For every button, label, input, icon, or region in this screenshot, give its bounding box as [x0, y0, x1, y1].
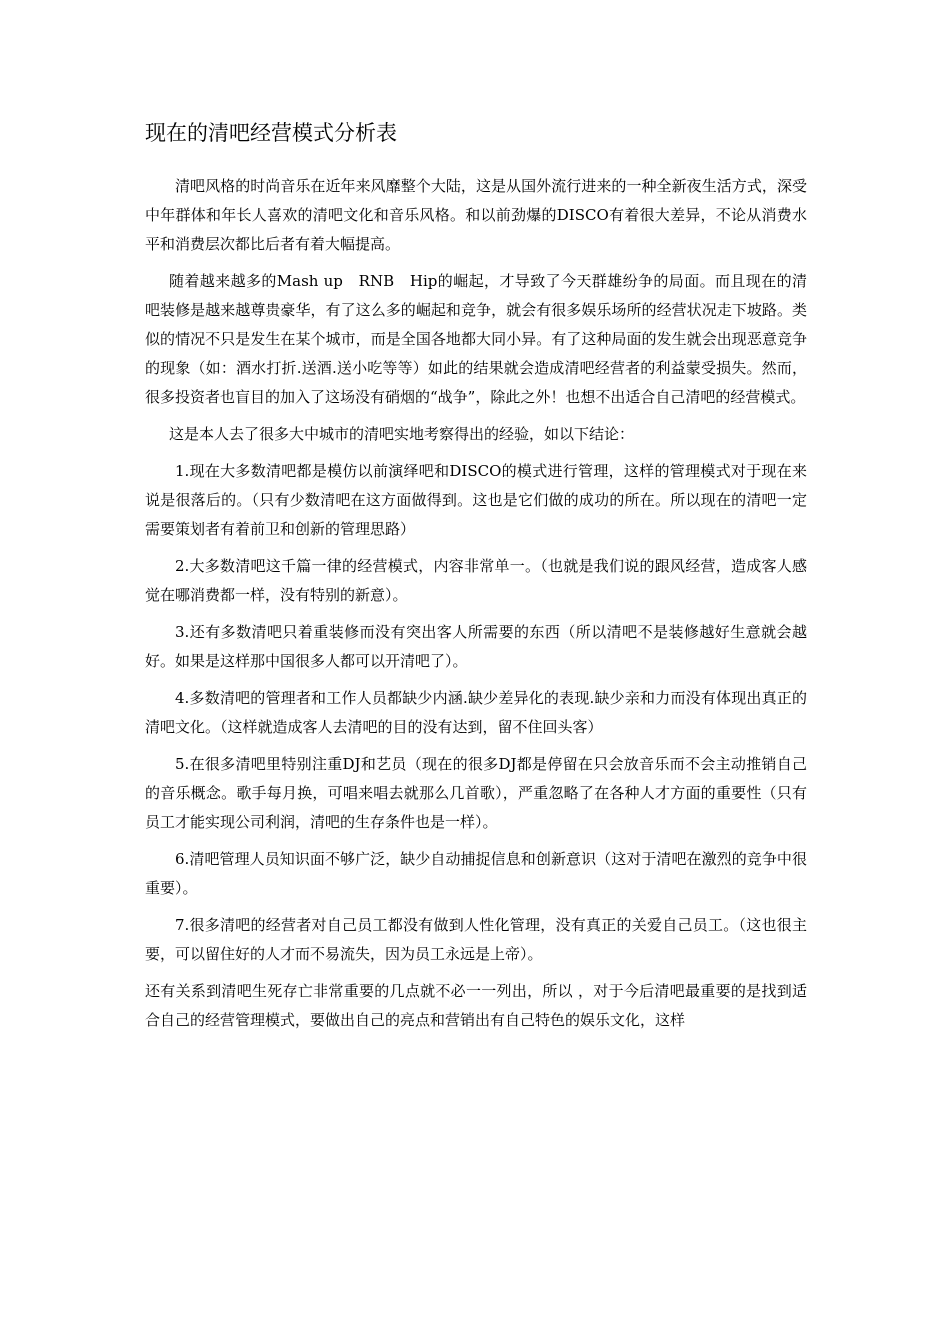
list-item-6: 6.清吧管理人员知识面不够广泛，缺少自动捕捉信息和创新意识（这对于清吧在激烈的竞争中很重要）。: [145, 850, 807, 897]
paragraph-conclusion-lead: 这是本人去了很多大中城市的清吧实地考察得出的经验，如以下结论：: [169, 425, 635, 443]
list-item-1: 1.现在大多数清吧都是模仿以前演绎吧和DISCO的模式进行管理，这样的管理模式对于现在来说是很落后的。（只有少数清吧在这方面做得到。这也是它们做的成功的所在。所以现在的清吧一定需要策划者有着前卫和创新的管理思路）: [145, 462, 807, 538]
list-item-7: 7.很多清吧的经营者对自己员工都没有做到人性化管理，没有真正的关爱自己员工。（这也很主要，可以留住好的人才而不易流失，因为员工永远是上帝）。: [145, 916, 807, 963]
paragraph-closing: 还有关系到清吧生死存亡非常重要的几点就不必一一列出，所以 ，对于今后清吧最重要的是找到适合自己的经营管理模式，要做出自己的亮点和营销出有自己特色的娱乐文化，这样: [145, 982, 807, 1029]
list-item-4: 4.多数清吧的管理者和工作人员都缺少内涵.缺少差异化的表现.缺少亲和力而没有体现出真正的清吧文化。（这样就造成客人去清吧的目的没有达到，留不住回头客）: [145, 689, 807, 736]
list-item-3: 3.还有多数清吧只着重装修而没有突出客人所需要的东西（所以清吧不是装修越好生意就会越好。如果是这样那中国很多人都可以开清吧了）。: [145, 623, 807, 670]
list-item-2: 2.大多数清吧这千篇一律的经营模式，内容非常单一。（也就是我们说的跟风经营，造成客人感觉在哪消费都一样，没有特别的新意）。: [145, 557, 807, 604]
paragraph-competition: 随着越来越多的Mash up RNB Hip的崛起，才导致了今天群雄纷争的局面。而且现在的清吧装修是越来越尊贵豪华，有了这么多的崛起和竞争，就会有很多娱乐场所的经营状况走下坡路。类似的情况不只是发生在某个城市，而是全国各地都大同小异。有了这种局面的发生就会出现恶意竞争的现象（如：酒水打折.送酒.送小吃等等）如此的结果就会造成清吧经营者的利益蒙受损失。然而，很多投资者也盲目的加入了这场没有硝烟的“战争”，除此之外！也想不出适合自己清吧的经营模式。: [145, 272, 807, 406]
document-title: 现在的清吧经营模式分析表: [145, 121, 397, 145]
paragraph-intro: 清吧风格的时尚音乐在近年来风靡整个大陆，这是从国外流行进来的一种全新夜生活方式，深受中年群体和年长人喜欢的清吧文化和音乐风格。和以前劲爆的DISCO有着很大差异，不论从消费水平和消费层次都比后者有着大幅提高。: [145, 177, 807, 253]
document-body: [145, 172, 807, 1035]
list-item-5: 5.在很多清吧里特别注重DJ和艺员（现在的很多DJ都是停留在只会放音乐而不会主动推销自己的音乐概念。歌手每月换，可唱来唱去就那么几首歌），严重忽略了在各种人才方面的重要性（只有员工才能实现公司利润，清吧的生存条件也是一样）。: [145, 755, 807, 831]
